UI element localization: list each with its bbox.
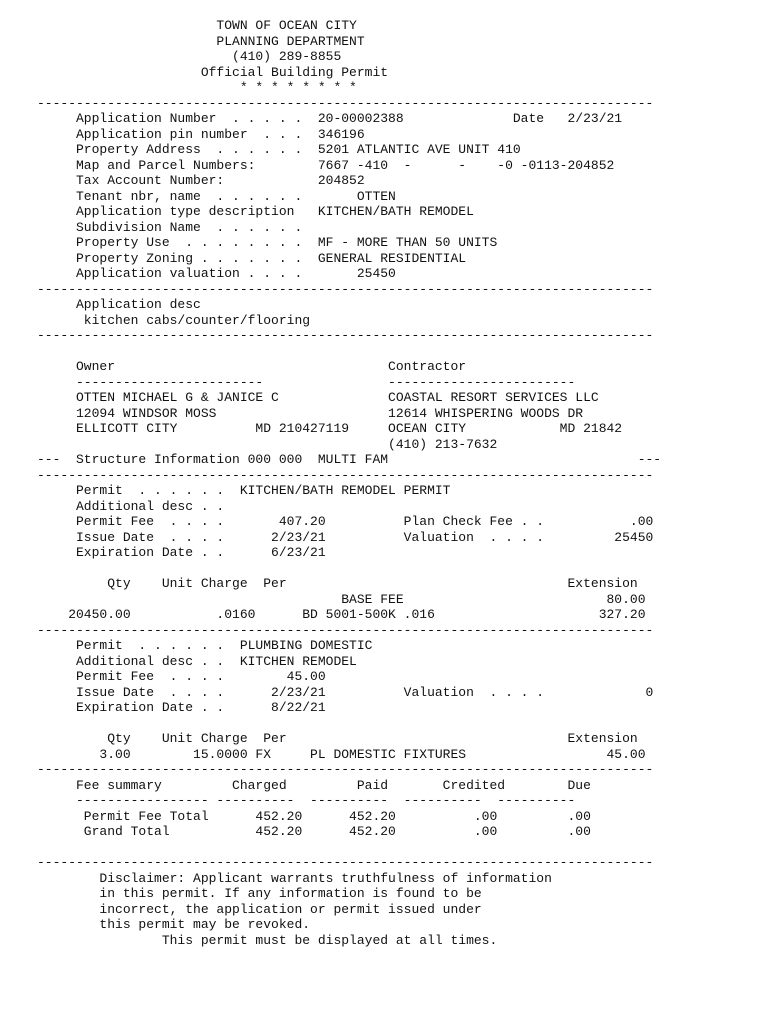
document-line: Property Address . . . . . . 5201 ATLANTIC AVE UNIT 410 [37,142,521,157]
document-line: This permit must be displayed at all times. [37,932,498,948]
document-line: Qty Unit Charge Per Extension [37,576,638,591]
document-line: Grand Total 452.20 452.20 .00 .00 [37,824,591,839]
document-line: PLANNING DEPARTMENT [37,33,365,49]
document-line: 3.00 15.0000 FX PL DOMESTIC FIXTURES 45.00 [37,746,646,762]
document-line: (410) 289-8855 [37,49,342,64]
document-line: ------------------------------------------------------------------------------- [37,762,654,777]
document-line: Permit Fee . . . . 45.00 [37,669,326,684]
document-line: * * * * * * * * [37,80,357,95]
document-line: Application desc [37,297,201,312]
document-line: ------------------------------------------------------------------------------- [37,95,654,111]
document-line: Permit . . . . . . KITCHEN/BATH REMODEL PERMIT [37,483,451,498]
document-line: incorrect, the application or permit issued under [37,901,482,917]
document-line: Map and Parcel Numbers: 7667 -410 - - -0 -0113-204852 [37,157,615,173]
document-line: Subdivision Name . . . . . . [37,219,303,235]
document-line: Application type description KITCHEN/BATH REMODEL [37,204,474,219]
document-line: Application Number . . . . . 20-00002388 Date 2/23/21 [37,111,623,126]
document-line: in this permit. If any information is found to be [37,886,482,901]
document-line: ------------------------------------------------------------------------------- [37,622,654,638]
document-line: ----------------- ---------- ---------- ---------- ---------- [37,793,576,808]
document-line: Expiration Date . . 6/23/21 [37,545,326,560]
document-line: (410) 213-7632 [37,436,498,452]
document-line: TOWN OF OCEAN CITY [37,18,357,33]
document-line: Owner Contractor [37,359,467,374]
document-line: ------------------------ ------------------------ [37,374,576,390]
document-line: ELLICOTT CITY MD 210427119 OCEAN CITY MD 21842 [37,421,623,436]
document-line: Property Zoning . . . . . . . GENERAL RESIDENTIAL [37,250,467,266]
document-line: Permit . . . . . . PLUMBING DOMESTIC [37,638,373,653]
document-line: kitchen cabs/counter/flooring [37,312,311,328]
document-line: Additional desc . . KITCHEN REMODEL [37,653,357,669]
document-line: Fee summary Charged Paid Credited Due [37,777,591,793]
document-line: ------------------------------------------------------------------------------- [37,467,654,483]
document-line: Tax Account Number: 204852 [37,173,365,188]
document-line: Permit Fee . . . . 407.20 Plan Check Fee . . .00 [37,514,654,529]
document-line: Application valuation . . . . 25450 [37,266,396,281]
document-line: Tenant nbr, name . . . . . . OTTEN [37,188,396,204]
document-line: ------------------------------------------------------------------------------- [37,855,654,870]
document-line: Disclaimer: Applicant warrants truthfulness of information [37,870,552,886]
document-line: this permit may be revoked. [37,917,311,932]
document-line: 20450.00 .0160 BD 5001-500K .016 327.20 [37,607,646,622]
document-line: OTTEN MICHAEL G & JANICE C COASTAL RESORT SERVICES LLC [37,390,599,405]
document-line: Permit Fee Total 452.20 452.20 .00 .00 [37,808,591,824]
document-line: Qty Unit Charge Per Extension [37,731,638,746]
document-line: Issue Date . . . . 2/23/21 Valuation . . . . 25450 [37,529,654,545]
document-line: --- Structure Information 000 000 MULTI FAM --- [37,452,662,467]
document-line: Application pin number . . . 346196 [37,126,365,142]
document-line: BASE FEE 80.00 [37,591,646,607]
document-line: ------------------------------------------------------------------------------- [37,328,654,343]
document-line: Issue Date . . . . 2/23/21 Valuation . . . . 0 [37,684,654,700]
document-line: Official Building Permit [37,64,389,80]
document-line: Additional desc . . [37,498,225,514]
document-line: ------------------------------------------------------------------------------- [37,281,654,297]
document-line: 12094 WINDSOR MOSS 12614 WHISPERING WOODS DR [37,405,584,421]
document-line: Property Use . . . . . . . . MF - MORE THAN 50 UNITS [37,235,498,250]
document-line: Expiration Date . . 8/22/21 [37,700,326,715]
